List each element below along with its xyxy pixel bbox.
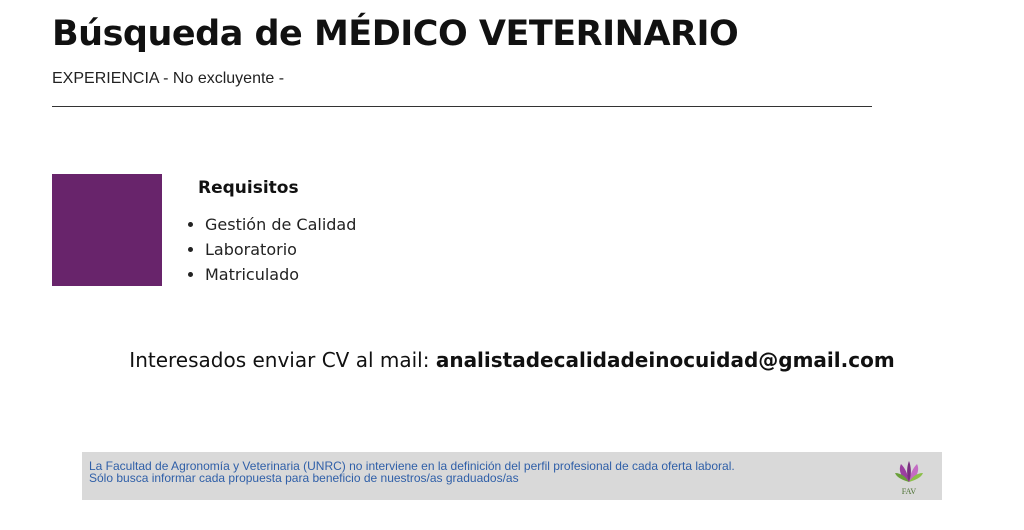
requirement-label: Gestión de Calidad — [205, 215, 357, 234]
contact-prefix: Interesados enviar CV al mail: — [129, 348, 436, 372]
bullet-icon — [188, 272, 193, 277]
fav-logo-icon — [892, 458, 926, 496]
list-item — [188, 212, 356, 237]
decorative-purple-block — [52, 174, 162, 286]
requirements-list — [188, 212, 356, 287]
fav-logo-graphic — [892, 458, 926, 488]
bullet-icon — [188, 222, 193, 227]
disclaimer-text — [89, 460, 889, 484]
fav-logo-label: FAV — [901, 487, 917, 496]
list-item — [188, 262, 356, 287]
contact-email[interactable]: analistadecalidadeinocuidad@gmail.com — [435, 348, 895, 372]
bullet-icon — [188, 247, 193, 252]
disclaimer-line-1: La Facultad de Agronomía y Veterinaria (UNRC) no interviene en la definición del perfil profesional de cada oferta laboral. — [89, 459, 735, 473]
page-title: Búsqueda de MÉDICO VETERINARIO — [52, 14, 739, 54]
disclaimer-footer — [82, 452, 942, 500]
disclaimer-line-2: Sólo busca informar cada propuesta para beneficio de nuestros/as graduados/as — [89, 471, 519, 485]
requirements-heading: Requisitos — [198, 178, 299, 198]
requirement-label: Laboratorio — [205, 240, 297, 259]
experience-subtitle: EXPERIENCIA - No excluyente - — [52, 70, 285, 87]
header-divider — [52, 106, 872, 107]
requirement-label: Matriculado — [205, 265, 300, 284]
list-item — [188, 237, 356, 262]
contact-line — [0, 348, 1024, 372]
